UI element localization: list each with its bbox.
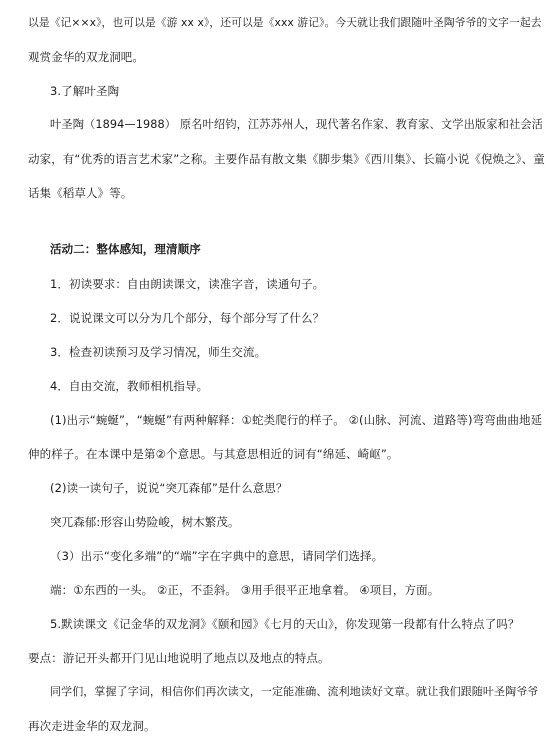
paragraph-line: 话集《稻草人》等。 — [28, 186, 133, 200]
paragraph-line: （3）出示“变化多端”的“端”字在字典中的意思，请同学们选择。 — [50, 549, 384, 563]
paragraph-line: 动家，有“优秀的语言艺术家”之称。主要作品有散文集《脚步集》《西川集》、长篇小说《倪焕之》、童 — [28, 152, 545, 166]
paragraph-line: 端：①东西的一头。 ②正，不歪斜。 ③用手很平正地拿着。 ④项目，方面。 — [50, 583, 440, 597]
paragraph-line: 伸的样子。在本课中是第②个意思。与其意思相近的词有“绵延、崎岖”。 — [28, 447, 399, 461]
list-item: 1．初读要求：自由朗读课文，读准字音，读通句子。 — [50, 277, 325, 291]
paragraph-line: (1)出示“蜿蜒”，“蜿蜒”有两种解释：①蛇类爬行的样子。 ②(山脉、河流、道路等)弯弯曲曲地延 — [50, 413, 543, 427]
paragraph-line: 观赏金华的双龙洞吧。 — [28, 50, 144, 64]
list-item: 3．检查初读预习及学习情况，师生交流。 — [50, 345, 267, 359]
paragraph-line: 要点：游记开头都开门见山地说明了地点以及地点的特点。 — [28, 651, 330, 665]
paragraph-line: 以是《记××x》，也可以是《游 xx x》，还可以是《xxx 游记》。今天就让我们跟随叶圣陶爷爷的文字一起去 — [28, 16, 542, 29]
paragraph-line: 突兀森郁:形容山势险峻，树木繁茂。 — [50, 515, 240, 529]
paragraph-line: (2)读一读句子，说说“突兀森郁”是什么意思？ — [50, 481, 288, 495]
section-heading: 3.了解叶圣陶 — [50, 84, 120, 98]
paragraph-line: 再次走进金华的双龙洞。 — [28, 719, 156, 733]
paragraph-line: 同学们，掌握了字词，相信你们再次读文，一定能准确、流利地读好文章。就让我们跟随叶圣陶爷爷 — [50, 685, 539, 698]
paragraph-line: 叶圣陶（1894—1988） 原名叶绍钧，江苏苏州人，现代著名作家、教育家、文学出版家和社会活 — [50, 118, 544, 131]
list-item: 5.默读课文《记金华的双龙洞》《颐和园》《七月的天山》，你发现第一段都有什么特点了吗？ — [50, 617, 520, 631]
activity-heading: 活动二：整体感知，理清顺序 — [50, 242, 201, 256]
list-item: 4．自由交流，教师相机指导。 — [50, 379, 209, 393]
list-item: 2．说说课文可以分为几个部分，每个部分写了什么？ — [50, 311, 325, 325]
